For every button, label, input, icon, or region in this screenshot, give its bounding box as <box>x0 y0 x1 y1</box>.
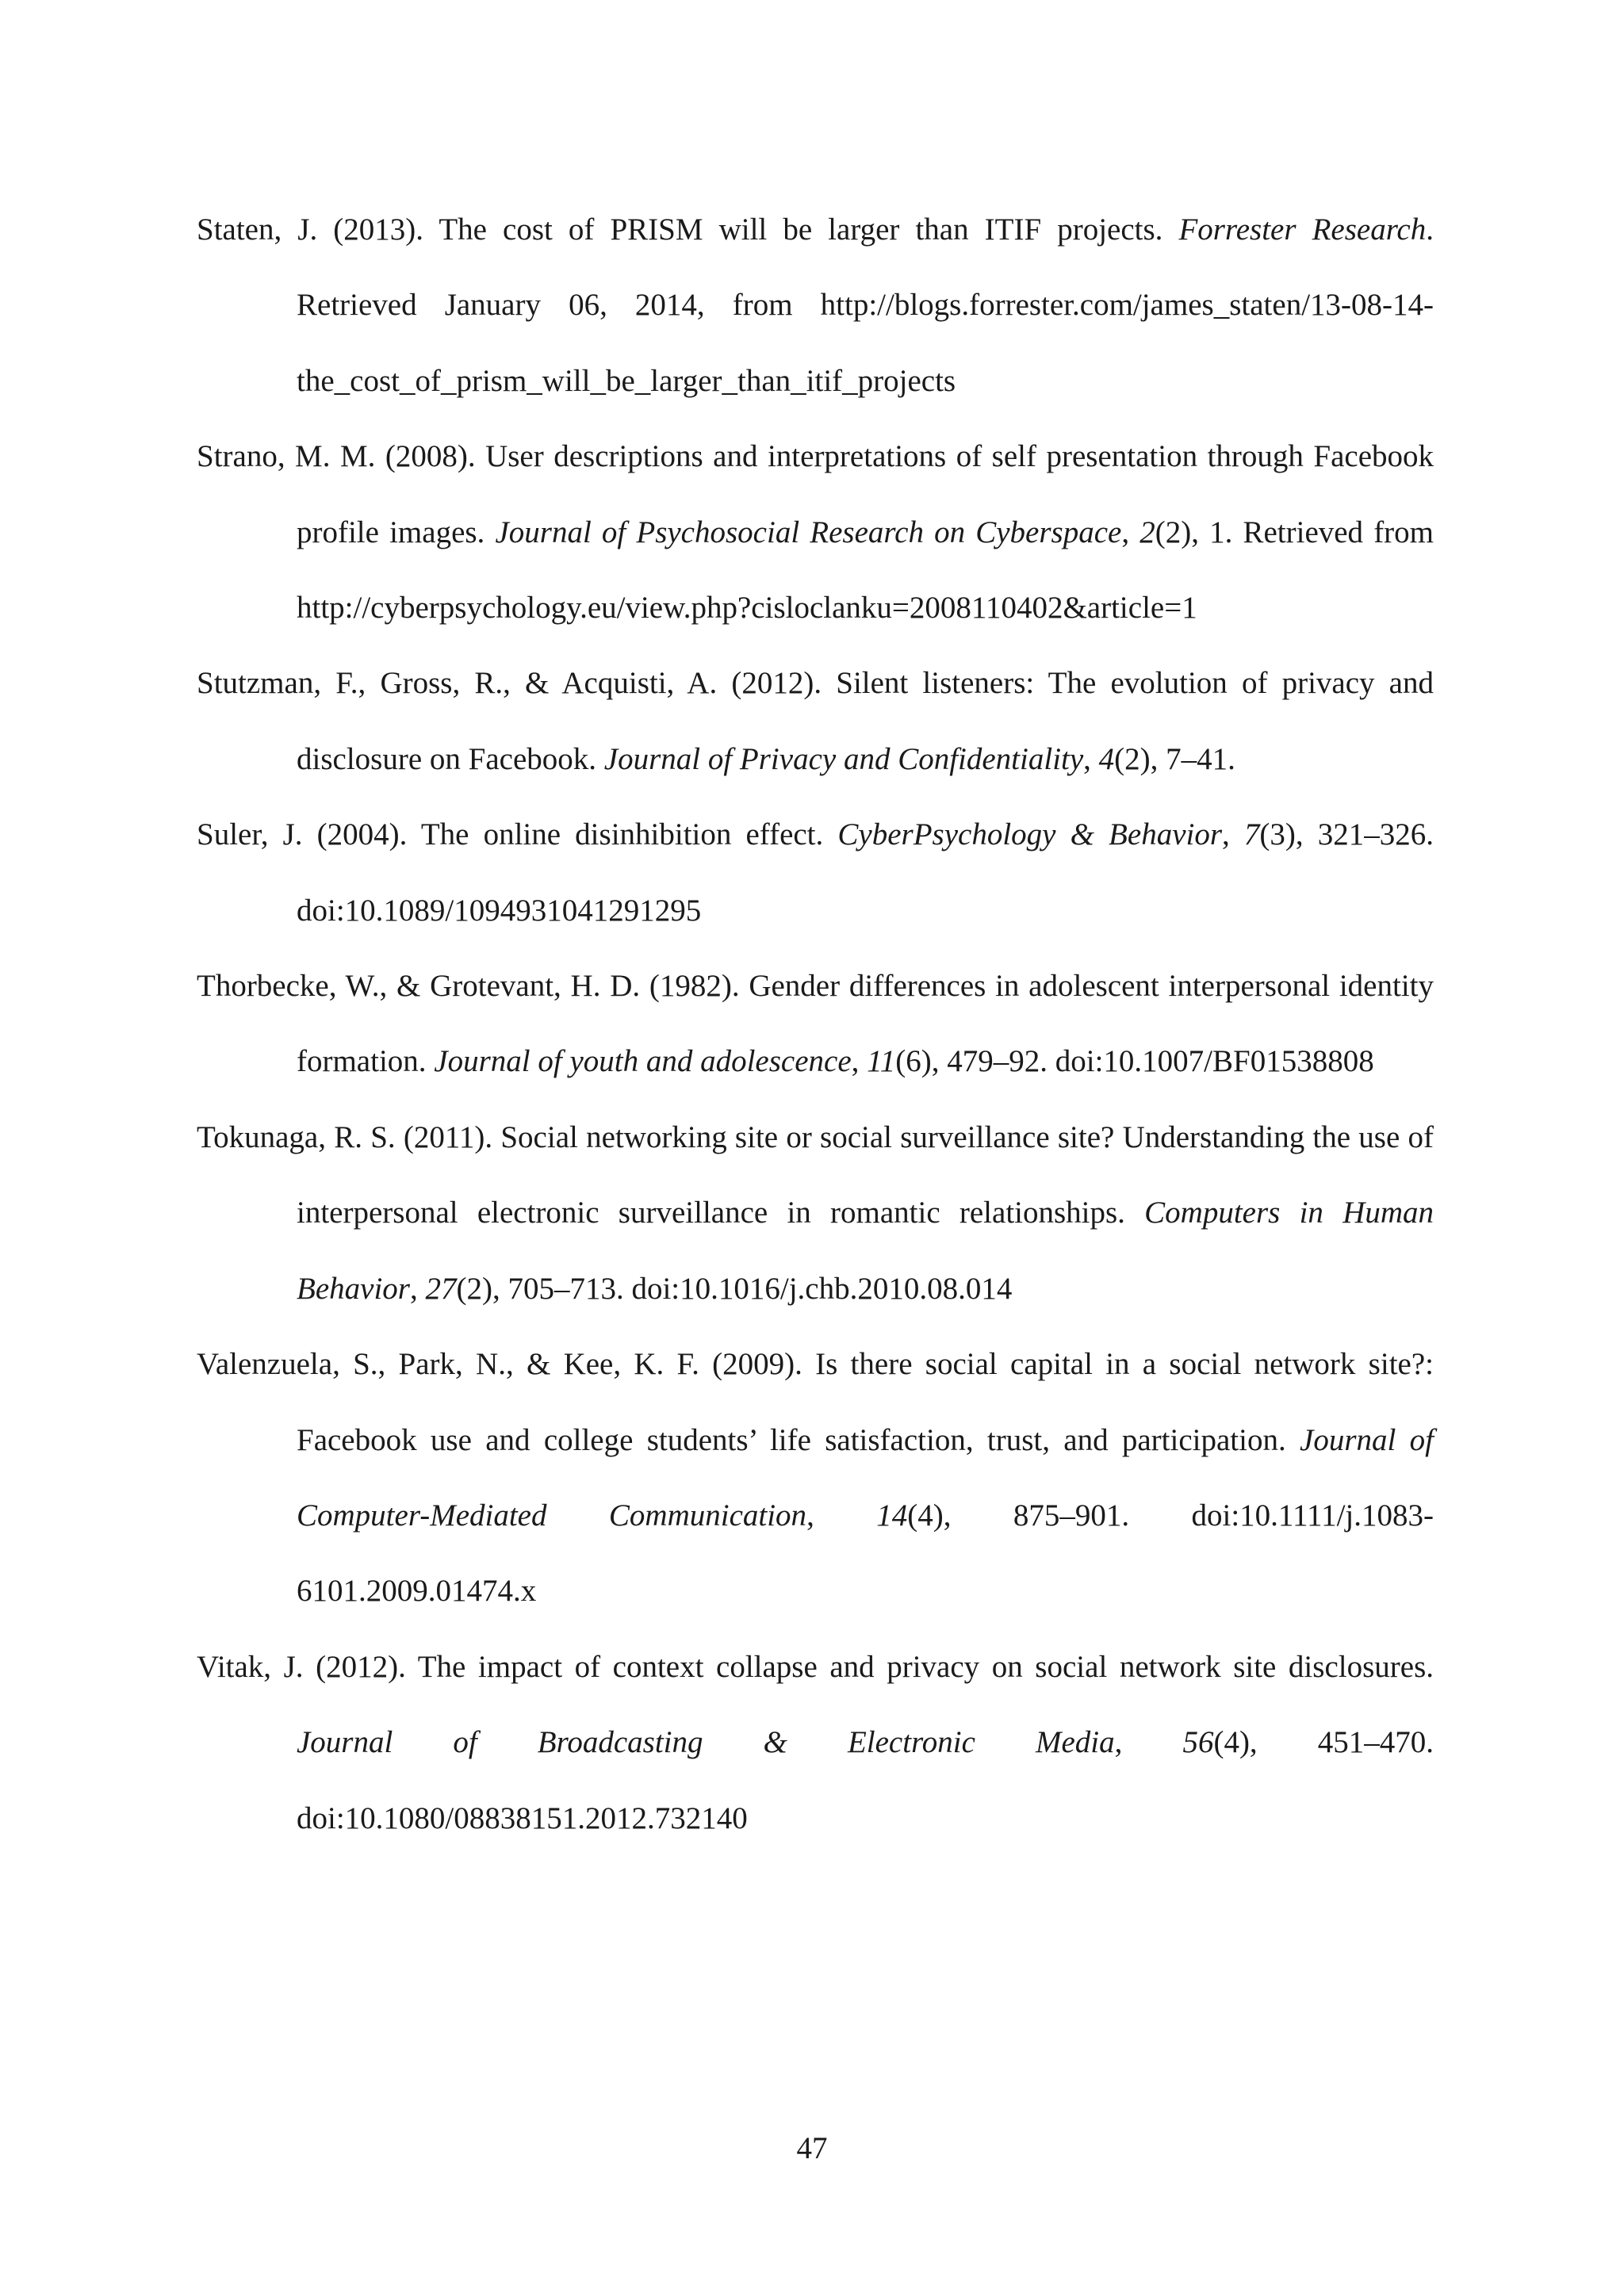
reference-italic-text: Forrester Research <box>1178 212 1427 247</box>
page-number: 47 <box>796 2131 828 2165</box>
reference-italic-text: Journal of Privacy and Confidentiality <box>603 741 1084 776</box>
reference-entry <box>197 645 1434 797</box>
reference-text: Thorbecke, W., & Grotevant, H. D. (1982). Gender differences in adolescent interpersonal identity formation. <box>197 969 1434 1079</box>
reference-text: (4), 451–470. doi:10.1080/08838151.2012.732140 <box>297 1725 1434 1835</box>
reference-italic-text: 2 <box>1139 515 1155 549</box>
reference-text: (6), 479–92. doi:10.1007/BF01538808 <box>895 1044 1374 1079</box>
reference-entry <box>197 1100 1434 1326</box>
reference-entry <box>197 1629 1434 1856</box>
reference-text: (2), 1. Retrieved from http://cyberpsychology.eu/view.php?cisloclanku=2008110402&article=1 <box>297 515 1434 626</box>
reference-text: Vitak, J. (2012). The impact of context collapse and privacy on social network site disclosures. <box>197 1649 1434 1684</box>
reference-text: Strano, M. M. (2008). User descriptions and interpretations of self presentation through Facebook profile images. <box>197 439 1434 549</box>
reference-italic-text: Journal of Broadcasting & Electronic Media <box>297 1725 1115 1760</box>
reference-text: Stutzman, F., Gross, R., & Acquisti, A. (2012). Silent listeners: The evolution of privacy and disclosure on Facebook. <box>197 666 1434 776</box>
reference-text: , <box>1083 741 1099 776</box>
reference-entry <box>197 948 1434 1100</box>
reference-italic-text: CyberPsychology & Behavior <box>837 817 1223 852</box>
reference-italic-text: 7 <box>1243 817 1260 852</box>
reference-italic-text: Journal of Psychosocial Research on Cyberspace <box>495 515 1122 549</box>
reference-text: , <box>806 1498 877 1533</box>
reference-italic-text: 14 <box>876 1498 908 1533</box>
reference-text: , <box>1222 817 1244 852</box>
reference-italic-text: Journal of Computer-Mediated Communication <box>297 1422 1434 1533</box>
reference-text: Tokunaga, R. S. (2011). Social networking site or social surveillance site? Understanding the use of interpersonal electronic surveillance in romantic relationships. <box>197 1119 1434 1230</box>
reference-text: Staten, J. (2013). The cost of PRISM will be larger than ITIF projects. <box>197 212 1179 247</box>
reference-italic-text: Computers in Human Behavior <box>297 1196 1434 1306</box>
reference-entry <box>197 797 1434 948</box>
reference-list <box>197 192 1434 1856</box>
reference-entry <box>197 192 1434 419</box>
reference-text: , <box>1114 1725 1183 1760</box>
reference-italic-text: 27 <box>425 1271 457 1306</box>
reference-italic-text: 4 <box>1098 741 1115 776</box>
reference-text: . Retrieved January 06, 2014, from http://blogs.forrester.com/james_staten/13-08-14-the_cost_of_prism_will_be_larger_than_itif_projects <box>297 212 1434 398</box>
reference-text: Valenzuela, S., Park, N., & Kee, K. F. (2009). Is there social capital in a social network site?: Facebook use and college students’ life satisfaction, trust, and participation. <box>197 1347 1434 1457</box>
reference-text: (4), 875–901. doi:10.1111/j.1083-6101.2009.01474.x <box>297 1498 1434 1609</box>
reference-italic-text: Journal of youth and adolescence <box>434 1044 852 1079</box>
reference-text: (2), 7–41. <box>1114 741 1235 776</box>
reference-text: Suler, J. (2004). The online disinhibition effect. <box>197 817 838 852</box>
reference-text: , <box>851 1044 868 1079</box>
reference-text: (3), 321–326. doi:10.1089/1094931041291295 <box>297 817 1434 928</box>
reference-italic-text: 56 <box>1182 1725 1214 1760</box>
reference-entry <box>197 1326 1434 1629</box>
reference-text: , <box>1121 515 1140 549</box>
reference-text: (2), 705–713. doi:10.1016/j.chb.2010.08.014 <box>456 1271 1013 1306</box>
reference-text: , <box>409 1271 426 1306</box>
reference-entry <box>197 419 1434 645</box>
reference-italic-text: 11 <box>867 1044 896 1079</box>
